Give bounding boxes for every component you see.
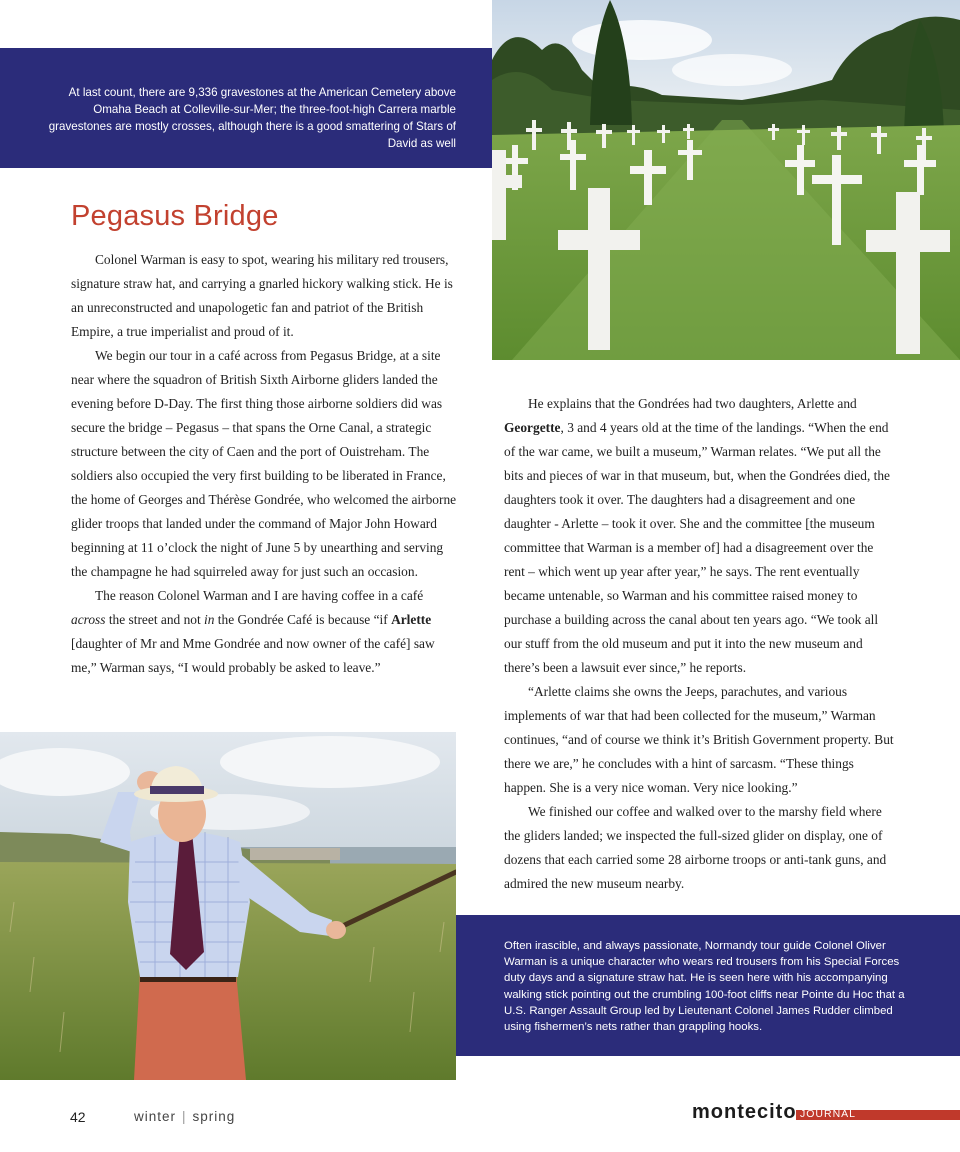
emphasis-in: in bbox=[204, 612, 215, 627]
caption-bottom-text: Often irascible, and always passionate, Normandy tour guide Colonel Oliver Warman is a unique character who wears red trousers from his Special Forces duty days and a signature straw hat. He is seen here with his accompanying walking stick pointing out the crumbling 100-foot cliffs near Pointe du Hoc that a U.S. Ranger Assault Group led by Lieutenant Colonel James Rudder climbed using fishermen’s nets rather than grappling hooks. bbox=[504, 940, 905, 1034]
paragraph: Colonel Warman is easy to spot, wearing his military red trousers, signature straw hat, and carrying a gnarled hickory walking stick. He is an unreconstructed and unapologetic fan and patriot of the British Empire, a true imperialist and proud of it. bbox=[71, 252, 453, 339]
paragraph: “Arlette claims she owns the Jeeps, parachutes, and various implements of war that had been collected for the museum,” Warman continues, “and of course we think it’s British Government property. But there we are,” he concludes with a hint of sarcasm. “These things happen. She is a very nice woman. Very nice looking.” bbox=[504, 684, 894, 795]
emphasis-across: across bbox=[71, 612, 106, 627]
paragraph: We finished our coffee and walked over to the marshy field where the gliders landed; we inspected the full-sized glider on display, one of dozens that each carried some 28 airborne troops or anti-tank guns, and admired the new museum nearby. bbox=[504, 804, 887, 891]
caption-top bbox=[0, 48, 492, 168]
bold-name-georgette: Georgette bbox=[504, 420, 561, 435]
bold-name-arlette: Arlette bbox=[391, 612, 432, 627]
cemetery-photo bbox=[492, 0, 960, 360]
paragraph: The reason Colonel Warman and I are having coffee in a café across the street and not in the Gondrée Café is because “if Arlette [daughter of Mr and Mme Gondrée and now owner of the café] saw me,” Warman says, “I would probably be asked to leave.” bbox=[71, 588, 435, 675]
brand-logo: montecito bbox=[692, 1101, 797, 1123]
brand-logo-sub: JOURNAL bbox=[800, 1108, 857, 1120]
paragraph: We begin our tour in a café across from Pegasus Bridge, at a site near where the squadron of British Sixth Airborne gliders landed the evening before D-Day. The first thing those airborne soldiers did was secure the bridge – Pegasus – that spans the Orne Canal, a strategic structure between the city of Caen and the port of Ouistreham. The soldiers also occupied the very first building to be liberated in France, the home of Georges and Thérèse Gondrée, who welcomed the airborne glider troops that landed under the command of Major John Howard beginning at 11 o’clock the night of June 5 by unearthing and serving the champagne he had squirreled away for just such an occasion. bbox=[71, 348, 457, 579]
caption-top-text: At last count, there are 9,336 gravestones at the American Cemetery above Omaha Beach at Colleville-sur-Mer; the three-foot-high Carrera marble gravestones are mostly crosses, although there is a good smattering of Stars of David as well bbox=[48, 86, 456, 150]
colonel-photo bbox=[0, 732, 456, 1080]
paragraph: He explains that the Gondrées had two daughters, Arlette and Georgette, 3 and 4 years old at the time of the landings. “When the end of the war came, we built a museum,” Warman relates. “We put all the bits and pieces of war in that museum, but, when the Gondrées died, the daughters took it over. The daughters had a disagreement and one daughter - Arlette – took it over. She and the committee [the museum committee that Warman is a member of] had a disagreement over the rent – which went up year after year,” he says. The rent eventually became untenable, so Warman and his committee raised money to purchase a building across the canal about ten years ago. “We took all our stuff from the old museum and put it into the new museum and there’s been a lawsuit ever since,” he reports. bbox=[504, 396, 891, 675]
article-column-left bbox=[71, 248, 457, 680]
caption-bottom bbox=[456, 915, 960, 1056]
section-heading: Pegasus Bridge bbox=[71, 200, 279, 232]
article-column-right bbox=[504, 392, 894, 896]
issue-label: winter | spring bbox=[134, 1109, 236, 1124]
page-number: 42 bbox=[70, 1109, 86, 1125]
